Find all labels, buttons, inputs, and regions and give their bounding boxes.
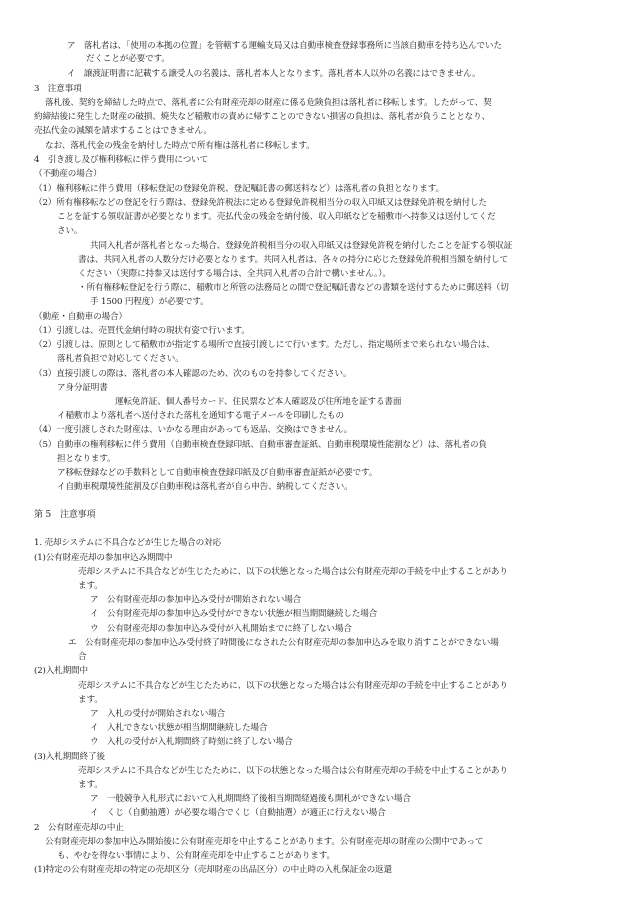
text-line: 約締結後に発生した財産の破損、焼失など稲敷市の責めに帰すことのできない損害の負担は、落札者が負うこととなり、 — [34, 112, 490, 122]
text-line: 担となります。 — [57, 454, 116, 464]
text-line: （5）自動車の権利移転に伴う費用（自動車検査登録印紙、自動車審査証紙、自動車税環境性能割など）は、落札者の負 — [34, 440, 487, 450]
subheading: （不動産の場合） — [34, 169, 102, 179]
text-line: ・所有権移転登記を行う際に、稲敷市と所管の法務局との間で登記嘱託書などの書類を送付するために郵送料（切 — [78, 283, 509, 293]
text-line: （3）直接引渡しの際は、落札者の本人確認のため、次のものを持参してください。 — [34, 369, 352, 379]
text-line: ア身分証明書 — [57, 383, 108, 393]
text-line: 合 — [78, 652, 87, 662]
text-line: ア移転登録などの手数料として自動車検査登録印紙及び自動車審査証紙が必要です。 — [57, 468, 378, 478]
text-line: 手 1500 円程度）が必要です。 — [90, 297, 209, 307]
section-heading: 1. 売却システムに不具合などが生じた場合の対応 — [34, 538, 221, 548]
text-line: ア 公有財産売却の参加申込み受付が開始されない場合 — [90, 595, 302, 605]
text-line: 共同入札者が落札者となった場合、登録免許税相当分の収入印紙又は登録免許税を納付したことを証する領収証 — [90, 241, 513, 251]
text-line: 運転免許証、個人番号カード、住民票など本人確認及び住所地を証する書面 — [115, 397, 402, 407]
text-line: だくことが必要です。 — [86, 54, 170, 64]
text-line: イ 入札できない状態が相当期間継続した場合 — [90, 723, 268, 733]
text-line: 落札者負担で対応してください。 — [57, 354, 184, 364]
subheading: (1)特定の公有財産売却の特定の売却区分（売却財産の出品区分）の中止時の入札保証金の返還 — [34, 865, 392, 875]
text-line: 公有財産売却の参加申込み開始後に公有財産売却を中止することがあります。公有財産売却の財産の公開中であって — [45, 837, 484, 847]
text-line: イ 公有財産売却の参加申込み受付ができない状態が相当期間継続した場合 — [90, 609, 378, 619]
text-line: ア 一般競争入札形式において入札期間終了後相当期間経過後も開札ができない場合 — [90, 794, 411, 804]
text-line: ます。 — [78, 780, 103, 790]
text-line: さい。 — [57, 226, 83, 236]
chapter-heading: 第 5 注意事項 — [34, 510, 96, 520]
text-line: なお、落札代金の残金を納付した時点で所有権は落札者に移転します。 — [45, 141, 315, 151]
text-line: （4）一度引渡しされた財産は、いかなる理由があっても返品、交換はできません。 — [34, 425, 353, 435]
text-line: エ 公有財産売却の参加申込み受付終了時間後になされた公有財産売却の参加申込みを取り消すことができない場 — [68, 638, 499, 648]
text-line: （2）所有権移転などの登記を行う際は、登録免許税法に定める登録免許税相当分の収入印紙又は登録免許税を納付した — [34, 198, 487, 208]
text-line: 売却システムに不具合などが生じたために、以下の状態となった場合は公有財産売却の手続を中止することがあり — [78, 766, 508, 776]
text-line: イ自動車税環境性能割及び自動車税は落札者が自ら申告、納税してください。 — [57, 482, 353, 492]
text-line: ます。 — [78, 581, 103, 591]
text-line: ことを証する領収証書が必要となります。売払代金の残金を納付後、収入印紙などを稲敷市へ持参又は送付してくだ — [57, 212, 496, 222]
text-line: （1）権利移転に伴う費用（移転登記の登録免許税、登記嘱託書の郵送料など）は落札者の負担となります。 — [34, 184, 444, 194]
text-line: 売払代金の減額を請求することはできません。 — [34, 126, 212, 136]
text-line: ウ 公有財産売却の参加申込み受付が入札開始までに終了しない場合 — [90, 624, 352, 634]
text-line: も、やむを得ない事情により、公有財産売却を中止することがあります。 — [57, 851, 335, 861]
text-line: ウ 入札の受付が入札期間終了時刻に終了しない場合 — [90, 737, 293, 747]
subheading: (3)入札期間終了後 — [34, 752, 105, 762]
subheading: (2)入札期間中 — [34, 666, 88, 676]
text-line: イ 譲渡証明書に記載する譲受人の名義は、落札者本人となります。落札者本人以外の名義にはできません。 — [67, 69, 481, 79]
text-line: イ稲敷市より落札者へ送付された落札を通知する電子メールを印刷したもの — [57, 411, 344, 421]
section-heading: 3 注意事項 — [34, 84, 82, 94]
text-line: ます。 — [78, 695, 103, 705]
section-heading: 4 引き渡し及び権利移転に伴う費用について — [34, 155, 209, 165]
text-line: ア 落札者は、「使用の本拠の位置」を管轄する運輸支局又は自動車検査登録事務所に当該自動車を持ち込んでいた — [67, 41, 502, 51]
text-line: ア 入札の受付が開始されない場合 — [90, 709, 226, 719]
text-line: イ くじ（自動抽選）が必要な場合でくじ（自動抽選）が適正に行えない場合 — [90, 808, 386, 818]
subheading: （動産・自動車の場合） — [34, 312, 127, 322]
section-heading: 2 公有財産売却の中止 — [34, 823, 124, 833]
text-line: 書は、共同入札者の人数分だけ必要となります。共同入札者は、各々の持分に応じた登録免許税相当額を納付して — [78, 255, 508, 265]
text-line: ください（実際に持参又は送付する場合は、全共同入札者の合計で構いません。）。 — [78, 269, 391, 279]
subheading: (1)公有財産売却の参加申込み期間中 — [34, 553, 173, 563]
text-line: 落札後、契約を締結した時点で、落札者に公有財産売却の財産に係る危険負担は落札者に移転します。したがって、契 — [45, 98, 492, 108]
text-line: 売却システムに不具合などが生じたために、以下の状態となった場合は公有財産売却の手続を中止することがあり — [78, 567, 508, 577]
text-line: （2）引渡しは、原則として稲敷市が指定する場所で直接引渡しにて行います。ただし、指定場所まで来られない場合は、 — [34, 340, 495, 350]
text-line: 売却システムに不具合などが生じたために、以下の状態となった場合は公有財産売却の手続を中止することがあり — [78, 681, 508, 691]
text-line: （1）引渡しは、売買代金納付時の現状有姿で行います。 — [34, 326, 250, 336]
